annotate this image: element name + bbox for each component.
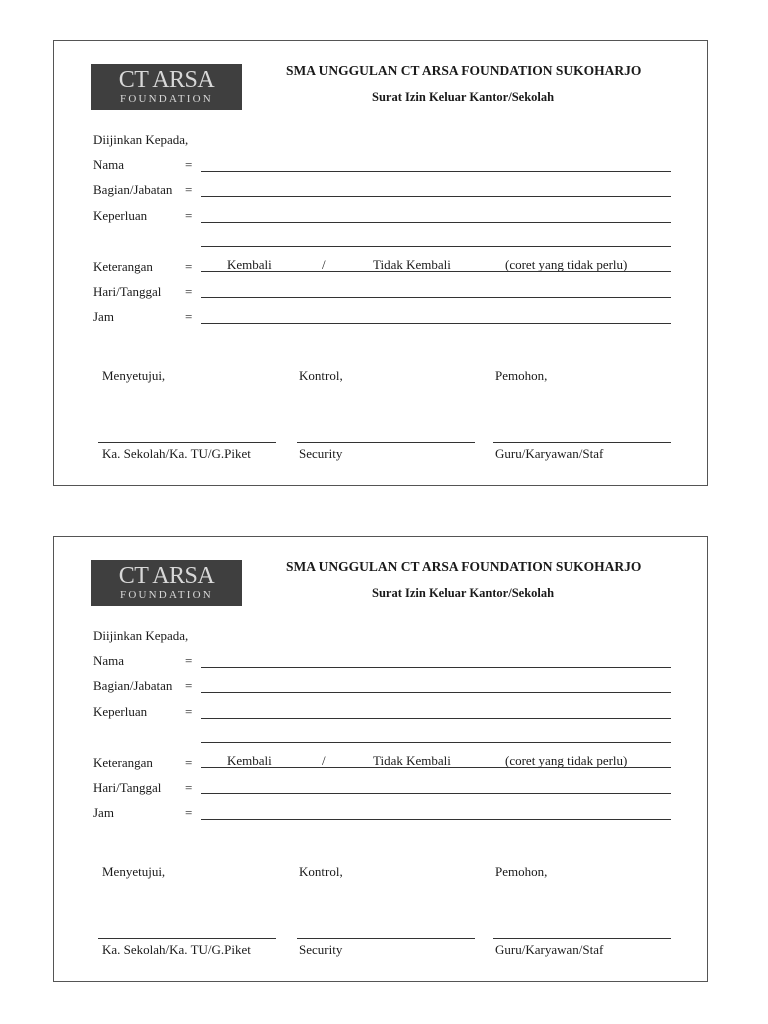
- logo-sub-text: FOUNDATION: [120, 589, 213, 601]
- keperluan-field-2[interactable]: [201, 742, 671, 743]
- keterangan-field[interactable]: [201, 271, 671, 272]
- logo-main-text: CT ARSA: [118, 563, 215, 589]
- nama-equals: =: [185, 653, 193, 668]
- option-note: (coret yang tidak perlu): [505, 257, 628, 272]
- bagian-equals: =: [185, 678, 193, 693]
- logo-main-text: CT ARSA: [118, 67, 215, 93]
- intro-label: Diijinkan Kepada,: [93, 628, 189, 643]
- menyetujui-role: Ka. Sekolah/Ka. TU/G.Piket: [102, 942, 251, 957]
- option-kembali: Kembali: [227, 753, 272, 768]
- keterangan-equals: =: [185, 755, 193, 770]
- nama-equals: =: [185, 157, 193, 172]
- keperluan-field-2[interactable]: [201, 246, 671, 247]
- option-tidak-kembali: Tidak Kembali: [373, 753, 451, 768]
- jam-label: Jam: [93, 309, 114, 324]
- form-title: Surat Izin Keluar Kantor/Sekolah: [372, 90, 555, 104]
- menyetujui-label: Menyetujui,: [102, 864, 166, 879]
- keterangan-label: Keterangan: [93, 259, 153, 274]
- bagian-equals: =: [185, 182, 193, 197]
- keterangan-label: Keterangan: [93, 755, 153, 770]
- option-tidak-kembali: Tidak Kembali: [373, 257, 451, 272]
- hari-field[interactable]: [201, 297, 671, 298]
- jam-equals: =: [185, 805, 193, 820]
- school-name: SMA UNGGULAN CT ARSA FOUNDATION SUKOHARJO: [286, 559, 642, 574]
- keperluan-field[interactable]: [201, 718, 671, 719]
- hari-label: Hari/Tanggal: [93, 284, 162, 299]
- permit-form-bottom: [53, 536, 708, 982]
- pemohon-label: Pemohon,: [495, 864, 548, 879]
- keperluan-equals: =: [185, 704, 193, 719]
- keperluan-label: Keperluan: [93, 704, 148, 719]
- permit-form-top: [53, 40, 708, 486]
- jam-equals: =: [185, 309, 193, 324]
- option-note: (coret yang tidak perlu): [505, 753, 628, 768]
- pemohon-signature-line[interactable]: [493, 938, 671, 939]
- jam-field[interactable]: [201, 323, 671, 324]
- kontrol-signature-line[interactable]: [297, 938, 475, 939]
- foundation-logo: [91, 560, 242, 606]
- keterangan-field[interactable]: [201, 767, 671, 768]
- intro-label: Diijinkan Kepada,: [93, 132, 189, 147]
- bagian-field[interactable]: [201, 692, 671, 693]
- kontrol-role: Security: [299, 942, 343, 957]
- nama-field[interactable]: [201, 667, 671, 668]
- nama-label: Nama: [93, 653, 125, 668]
- hari-equals: =: [185, 780, 193, 795]
- bagian-label: Bagian/Jabatan: [93, 182, 173, 197]
- pemohon-role: Guru/Karyawan/Staf: [495, 446, 604, 461]
- pemohon-label: Pemohon,: [495, 368, 548, 383]
- jam-label: Jam: [93, 805, 114, 820]
- keterangan-equals: =: [185, 259, 193, 274]
- menyetujui-label: Menyetujui,: [102, 368, 166, 383]
- keperluan-field[interactable]: [201, 222, 671, 223]
- bagian-label: Bagian/Jabatan: [93, 678, 173, 693]
- option-separator: /: [322, 753, 326, 768]
- nama-field[interactable]: [201, 171, 671, 172]
- jam-field[interactable]: [201, 819, 671, 820]
- menyetujui-role: Ka. Sekolah/Ka. TU/G.Piket: [102, 446, 251, 461]
- foundation-logo: [91, 64, 242, 110]
- kontrol-label: Kontrol,: [299, 864, 343, 879]
- hari-label: Hari/Tanggal: [93, 780, 162, 795]
- keperluan-label: Keperluan: [93, 208, 148, 223]
- pemohon-signature-line[interactable]: [493, 442, 671, 443]
- option-kembali: Kembali: [227, 257, 272, 272]
- kontrol-label: Kontrol,: [299, 368, 343, 383]
- hari-field[interactable]: [201, 793, 671, 794]
- option-separator: /: [322, 257, 326, 272]
- kontrol-signature-line[interactable]: [297, 442, 475, 443]
- nama-label: Nama: [93, 157, 125, 172]
- bagian-field[interactable]: [201, 196, 671, 197]
- logo-sub-text: FOUNDATION: [120, 93, 213, 105]
- form-title: Surat Izin Keluar Kantor/Sekolah: [372, 586, 555, 600]
- menyetujui-signature-line[interactable]: [98, 938, 276, 939]
- keperluan-equals: =: [185, 208, 193, 223]
- pemohon-role: Guru/Karyawan/Staf: [495, 942, 604, 957]
- school-name: SMA UNGGULAN CT ARSA FOUNDATION SUKOHARJO: [286, 63, 642, 78]
- kontrol-role: Security: [299, 446, 343, 461]
- hari-equals: =: [185, 284, 193, 299]
- menyetujui-signature-line[interactable]: [98, 442, 276, 443]
